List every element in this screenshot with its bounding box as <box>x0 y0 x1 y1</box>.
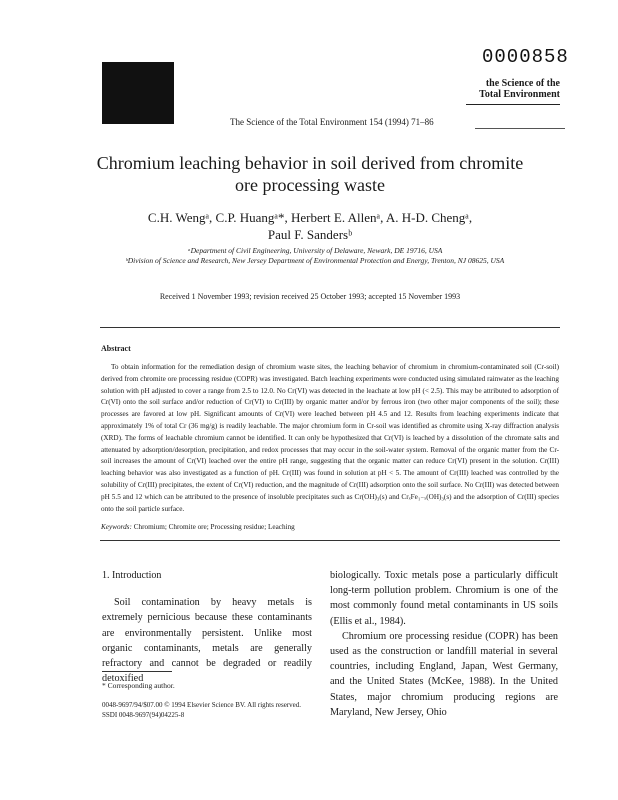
keywords-list: Chromium; Chromite ore; Processing residue; Leaching <box>133 523 295 531</box>
journal-name-line1: the Science of the <box>485 78 560 89</box>
section-heading-introduction: 1. Introduction <box>102 570 162 581</box>
journal-name-line2: Total Environment <box>479 89 560 100</box>
received-dates: Received 1 November 1993; revision received 25 October 1993; accepted 15 November 1993 <box>159 292 461 301</box>
intro-paragraph-2: Chromium ore processing residue (COPR) has been used as the construction or landfill material in several countries, including England, Japan, West Germany, and the United States (McKee, 1988). In the United States, major chromium producing regions are Maryland, New Jersey, Ohio <box>330 630 558 718</box>
copyright-notice <box>102 700 402 720</box>
author-list <box>100 209 520 243</box>
keywords-line <box>101 523 559 531</box>
keywords-label: Keywords: <box>101 523 132 531</box>
citation-rule <box>475 128 565 129</box>
copyright-line2: SSDI 0048-9697(94)04225-8 <box>102 711 185 719</box>
body-column-left <box>102 568 312 686</box>
abstract-bottom-rule <box>100 540 560 541</box>
affiliation-a: ᵃDepartment of Civil Engineering, University of Delaware, Newark, DE 19716, USA <box>187 246 443 255</box>
publisher-logo-block <box>102 62 174 124</box>
abstract-top-rule <box>100 327 560 328</box>
authors-line1: C.H. Wengᵃ, C.P. Huangᵃ*, Herbert E. Allenᵃ, A. H-D. Chengᵃ, <box>147 210 473 225</box>
journal-citation: The Science of the Total Environment 154 (1994) 71–86 <box>230 117 434 127</box>
affiliations <box>120 246 510 266</box>
abstract-text: To obtain information for the remediation design of chromium waste sites, the leaching behavior of chromium in chromium-contaminated soil (Cr-soil) derived from chromite ore processing residue (COPR) was investigated. Batch leaching experiments were conducted using simulated rainwater as the leaching solution with pH adjusted to cover a range from 2.5 to 12.0. No Cr(VI) was detected in the leachate at low pH (< 2.5). This may be attributed to adsorption of Cr(VI) onto the soil surface and/or reduction of Cr(VI) to Cr(III) by organic matter and/or by ferrous iron (two other major components of the soil); these processes are favored at low pH. Significant amounts of Cr(VI) were leached between pH 4.5 and 12. Results from leaching experiments indicate that approximately 1% of total Cr (36 mg/g) is readily leachable. The major chromium form in Cr-soil was identified as chromite using X-ray diffraction analysis (XRD). The forms of leachable chromium cannot be identified. It can only be hypothesized that Cr(VI) is leached by a dissolution of the chromate salts and attenuated by adsorption/desorption, precipitation, and redox processes that may occur in the soil-water system. Removal of the organic matter from the Cr-soil increases the amount of Cr(VI) leached over the entire pH range, suggesting that the organic matter can reduce Cr(VI) present in the solution. Cr(III) leaching behavior was also investigated as a function of pH. Cr(III) was found in solution at pH < 5. The amount of Cr(III) leached was controlled by the solubility of Cr(III) precipitates, the extent of Cr(VI) reduction, and the magnitude of Cr(III) adsorption onto the soil surface. No Cr(III) was detected between pH 5.5 and 12 which can be attributed to the presence of insoluble precipitates such as Cr(OH)₃(s) and CrₓFe₁₋ₓ(OH)₃(s) and the adsorption of Cr(III) species onto the soil particle surface. <box>101 363 559 513</box>
affiliation-b: ᵇDivision of Science and Research, New Jersey Department of Environmental Protection and Energy, Trenton, NJ 08625, USA <box>125 256 505 265</box>
article-title <box>80 152 540 196</box>
journal-logo <box>470 78 560 100</box>
copyright-line1: 0048-9697/94/$07.00 © 1994 Elsevier Science BV. All rights reserved. <box>102 701 302 709</box>
intro-paragraph-1-cont: biologically. Toxic metals pose a particularly difficult long-term pollution problem. Chromium is one of the most commonly found metal contaminants in US soils (Ellis et al., 1984). <box>330 570 558 627</box>
authors-line2: Paul F. Sandersᵇ <box>267 227 353 242</box>
logo-rule <box>466 104 560 105</box>
footnote-rule <box>102 671 172 672</box>
body-column-right <box>330 568 558 720</box>
abstract-heading: Abstract <box>101 344 131 353</box>
title-line1: Chromium leaching behavior in soil derived from chromite <box>96 153 524 173</box>
document-stamp-number: 0000858 <box>482 46 569 68</box>
title-line2: ore processing waste <box>235 175 385 195</box>
footnote-corresponding-author: * Corresponding author. <box>102 681 175 690</box>
intro-paragraph-1: Soil contamination by heavy metals is extremely pernicious because these contaminants are environmentally persistent. Unlike most organic contaminants, metals are generally refractory and cannot be degraded or readily detoxified <box>102 597 312 685</box>
